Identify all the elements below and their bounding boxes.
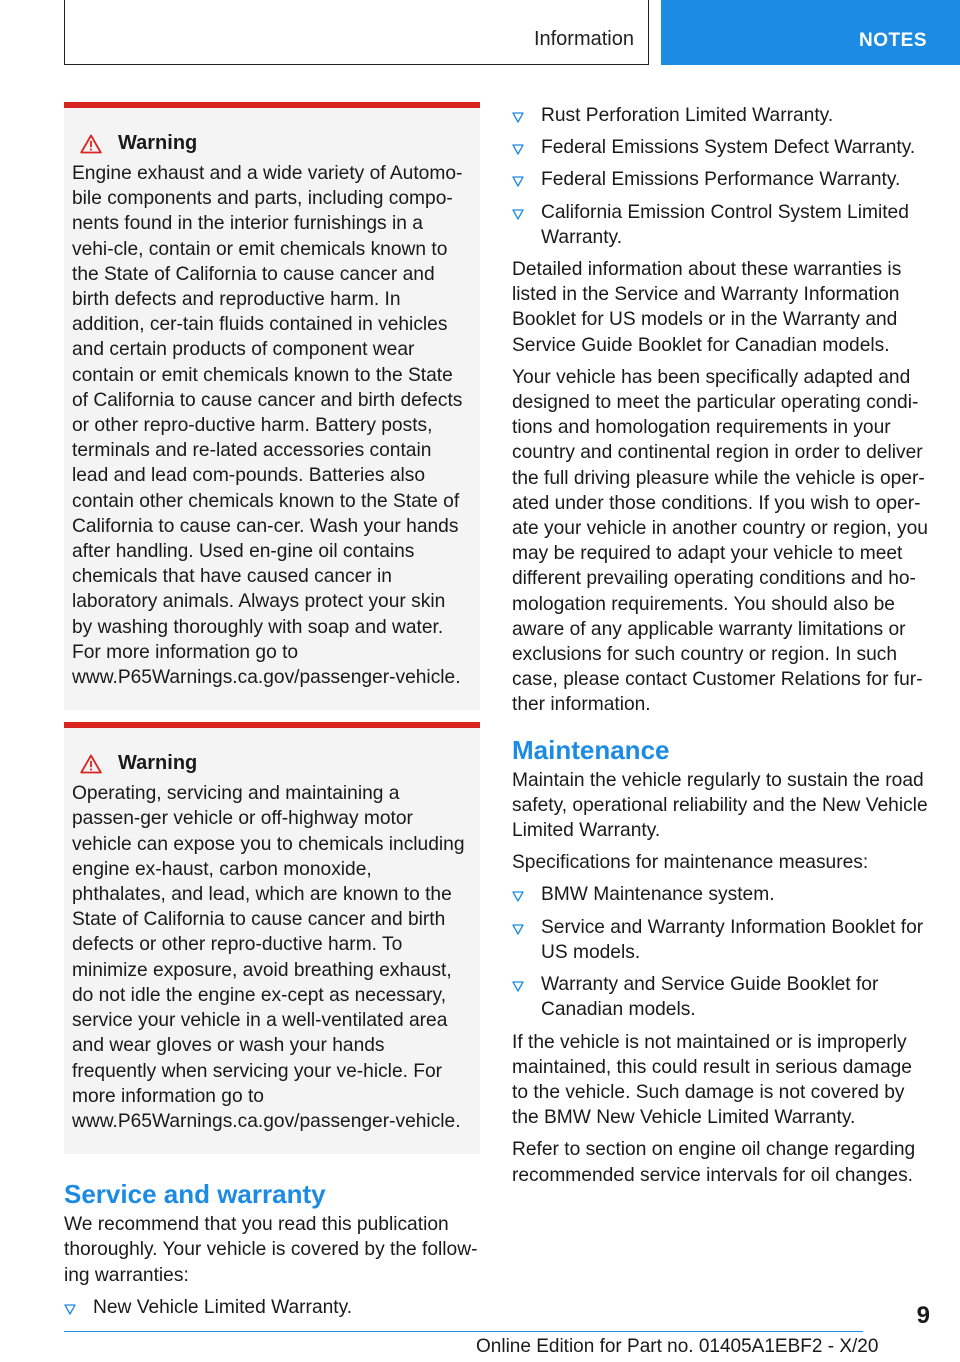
triangle-bullet-icon xyxy=(512,112,524,123)
service-intro-paragraph: We recommend that you read this publication thoroughly. Your vehicle is covered by the follow-ing warranties: xyxy=(64,1214,478,1286)
list-item-text: BMW Maintenance system. xyxy=(541,884,775,906)
warning-header xyxy=(72,132,467,155)
warning-title: Warning xyxy=(118,752,198,775)
maintenance-intro-paragraph: Maintain the vehicle regularly to sustain the road safety, operational reliability and the New Vehicle Limited Warranty. xyxy=(512,769,928,842)
list-item-text: California Emission Control System Limited Warranty. xyxy=(541,201,909,248)
footer-edition-text: Online Edition for Part no. 01405A1EBF2 - X/20 xyxy=(476,1336,879,1357)
list-item xyxy=(512,200,928,250)
list-item-text: Rust Perforation Limited Warranty. xyxy=(541,105,834,126)
maintenance-spec-list xyxy=(512,882,928,1022)
list-item-text: Federal Emissions System Defect Warranty. xyxy=(541,137,916,159)
warning-box-servicing xyxy=(64,722,480,1154)
list-item-text: Service and Warranty Information Booklet for US models. xyxy=(541,916,924,963)
list-item xyxy=(64,1295,480,1320)
triangle-bullet-icon xyxy=(512,176,524,187)
specs-intro-paragraph: Specifications for maintenance measures: xyxy=(512,852,869,874)
right-column xyxy=(512,103,928,1195)
notes-tab-label: NOTES xyxy=(859,30,927,51)
header-section-title: Information xyxy=(533,28,634,50)
warning-text: Operating, servicing and maintaining a passen-ger vehicle or off-highway motor vehicle can expose you to chemicals including engine ex-haust, carbon monoxide, phthalates, and lead, which are known to the State of California to cause cancer and birth defects or other repro-ductive harm. To minimize exposure, avoid breathing exhaust, do not idle the engine ex-cept as necessary, service your vehicle in a well-ventilated area and wear gloves or wash your hands frequently when servicing your ve-hicle. For more information go to www.P65Warnings.ca.gov/passenger-vehicle. xyxy=(72,783,465,1132)
list-item xyxy=(512,167,928,192)
triangle-bullet-icon xyxy=(512,924,524,935)
oil-change-paragraph: Refer to section on engine oil change regarding recommended service intervals for oil changes. xyxy=(512,1139,916,1186)
triangle-bullet-icon xyxy=(512,981,524,992)
list-item xyxy=(512,972,928,1022)
triangle-bullet-icon xyxy=(512,891,524,902)
not-maintained-paragraph: If the vehicle is not maintained or is improperly maintained, this could result in serious damage to the vehicle. Such damage is not covered by the BMW New Vehicle Limited Warranty. xyxy=(512,1031,912,1129)
vehicle-adapted-paragraph: Your vehicle has been specifically adapted and designed to meet the particular operating condi-tions and homologation requirements in your country and continental region in order to deliver the full driving pleasure while the vehicle is oper-ated under those conditions. If you wish to oper-ate your vehicle in another country or region, you may be required to adapt your vehicle to meet different prevailing operating conditions and ho-mologation requirements. You should also be aware of any applicable warranty limitations or exclusions for such country or region. In such case, please contact Customer Relations for fur-ther information. xyxy=(512,366,928,716)
list-item xyxy=(512,103,928,128)
warning-title: Warning xyxy=(118,132,198,154)
list-item xyxy=(512,135,928,160)
list-item-text: Warranty and Service Guide Booklet for Canadian models. xyxy=(541,974,879,1021)
triangle-bullet-icon xyxy=(512,209,524,220)
list-item-text: Federal Emissions Performance Warranty. xyxy=(541,169,901,191)
warning-text: Engine exhaust and a wide variety of Automo-bile components and parts, including compo-nents found in the interior furnishings in a vehi-cle, contain or emit chemicals known to the State of California to cause cancer and birth defects and reproductive harm. In addition, cer-tain fluids contained in vehicles and certain products of component wear contain or emit chemicals known to the State of California to cause cancer and birth defects or other repro-ductive harm. Battery posts, terminals and re-lated accessories contain lead and lead com-pounds. Batteries also contain other chemicals known to the State of California to cause can-cer. Wash your hands after handling. Used en-gine oil contains chemicals that have caused cancer in laboratory animals. Always protect your skin by washing thoroughly with soap and water. For more information go to www.P65Warnings.ca.gov/passenger-vehicle. xyxy=(72,163,463,689)
warning-triangle-icon xyxy=(80,134,102,154)
warning-triangle-icon xyxy=(80,754,102,774)
triangle-bullet-icon xyxy=(64,1304,76,1315)
header-section-box xyxy=(64,0,649,65)
service-warranty-heading: Service and warranty xyxy=(64,1179,326,1210)
warranty-list xyxy=(512,103,928,250)
left-column xyxy=(64,102,480,1327)
page-number: 9 xyxy=(916,1302,930,1329)
notes-tab[interactable] xyxy=(661,0,960,65)
warranty-details-paragraph: Detailed information about these warranties is listed in the Service and Warranty Information Booklet for US models or in the Warranty and Service Guide Booklet for Canadian models. xyxy=(512,259,902,356)
list-item xyxy=(512,882,928,907)
service-warranty-list xyxy=(64,1295,480,1320)
warning-header xyxy=(72,752,467,775)
triangle-bullet-icon xyxy=(512,144,524,155)
footer-divider xyxy=(64,1331,863,1332)
list-item-text: New Vehicle Limited Warranty. xyxy=(93,1296,353,1318)
warning-box-exhaust xyxy=(64,102,480,710)
maintenance-heading: Maintenance xyxy=(512,734,670,765)
list-item xyxy=(512,915,928,965)
